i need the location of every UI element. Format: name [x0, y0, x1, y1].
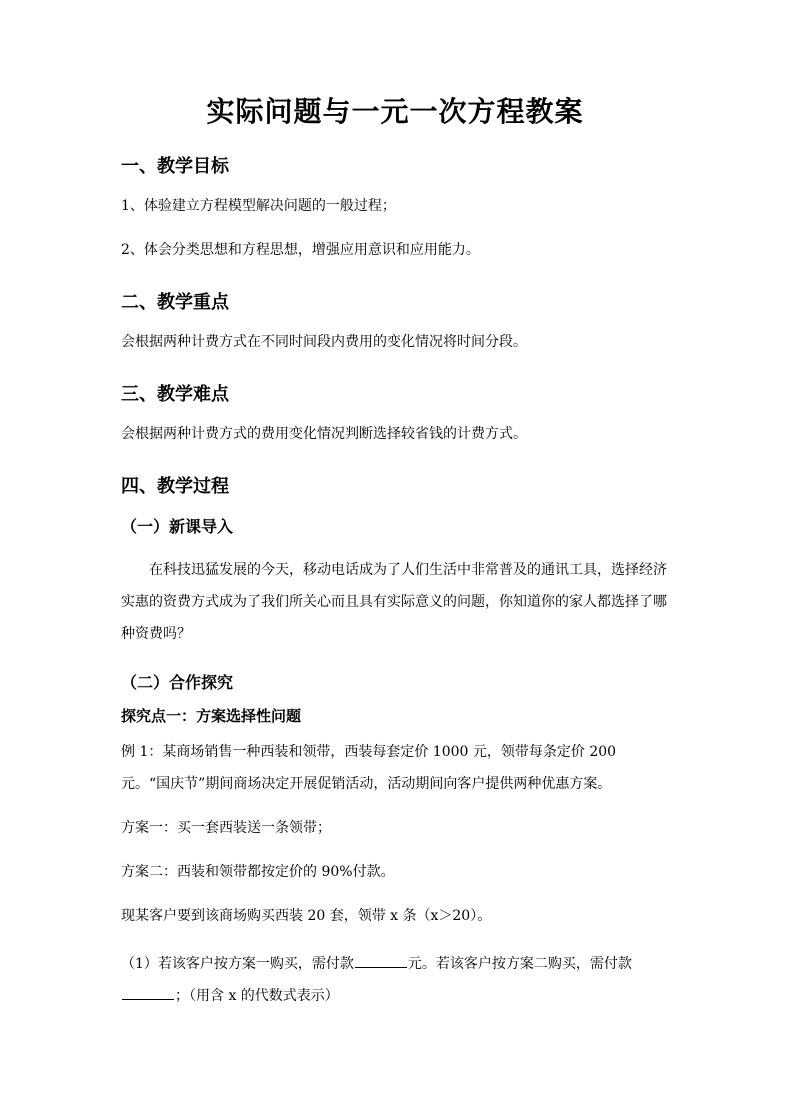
section-heading-difficulties: 三、教学难点	[121, 384, 229, 405]
document-title: 实际问题与一元一次方程教案	[206, 95, 584, 128]
objective-item-1: 1、体验建立方程模型解决问题的一般过程；	[121, 198, 396, 214]
question-one-part-2: 元。若该客户按方案二购买，需付款	[407, 956, 632, 972]
section-heading-process: 四、教学过程	[121, 476, 229, 497]
section-heading-objectives: 一、教学目标	[121, 156, 229, 177]
subsection-heading-intro: （一）新课导入	[121, 517, 234, 536]
intro-paragraph: 在科技迅猛发展的今天，移动电话成为了人们生活中非常普及的通讯工具，选择经济实惠的资费方式成为了我们所关心而且具有实际意义的问题，你知道你的家人都选择了哪种资费吗？	[121, 562, 667, 642]
plan-two: 方案二：西装和领带都按定价的 90%付款。	[121, 864, 395, 880]
plan-one: 方案一：买一套西装送一条领带；	[121, 820, 331, 836]
objective-item-2: 2、体会分类思想和方程思想，增强应用意识和应用能力。	[121, 242, 480, 258]
condition-text: 现某客户要到该商场购买西装 20 套，领带 x 条（x＞20）。	[121, 908, 492, 924]
question-one-part-1: （1）若该客户按方案一购买，需付款	[121, 956, 354, 972]
section-heading-key-points: 二、教学重点	[121, 292, 229, 313]
answer-blank-2[interactable]	[122, 985, 174, 1000]
explore-point-heading: 探究点一：方案选择性问题	[121, 707, 302, 725]
example-paragraph: 例 1：某商场销售一种西装和领带，西装每套定价 1000 元，领带每条定价 200 元。“国庆节”期间商场决定开展促销活动，活动期间向客户提供两种优惠方案。	[121, 744, 617, 792]
key-points-text: 会根据两种计费方式在不同时间段内费用的变化情况将时间分段。	[121, 334, 527, 350]
answer-blank-1[interactable]	[355, 953, 407, 968]
difficulties-text: 会根据两种计费方式的费用变化情况判断选择较省钱的计费方式。	[121, 426, 527, 442]
question-one-part-3: ；（用含 x 的代数式表示）	[175, 988, 339, 1004]
subsection-heading-explore: （二）合作探究	[121, 673, 234, 692]
question-one	[121, 948, 669, 1012]
